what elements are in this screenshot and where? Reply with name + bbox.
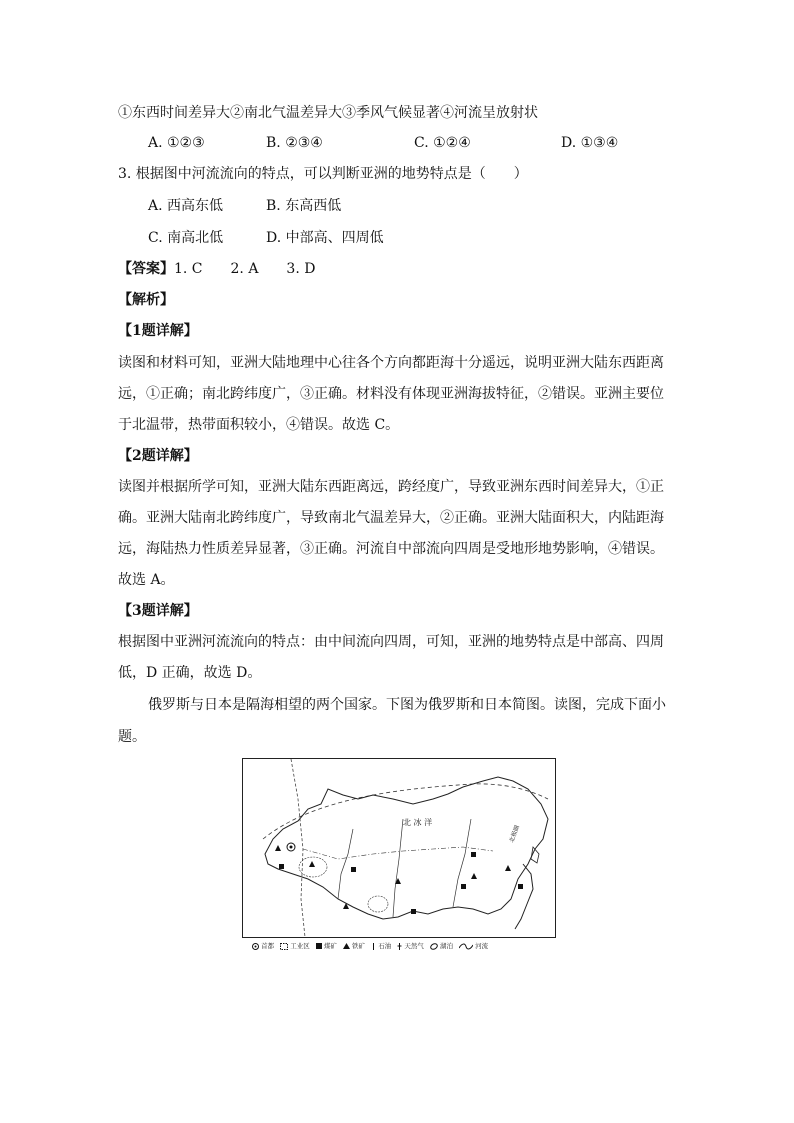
- russia-outline: [265, 777, 548, 919]
- map-svg: [243, 759, 555, 937]
- q3-option-b: B. 东高西低: [266, 198, 342, 214]
- map-legend: [252, 940, 552, 952]
- q3-option-d: D. 中部高、四周低: [266, 230, 384, 246]
- ocean-label: 北 冰 洋: [403, 818, 433, 827]
- river-icon: [459, 943, 473, 950]
- legend-coal: 煤矿: [316, 940, 337, 952]
- japan-outline: [515, 864, 533, 929]
- river-line: [338, 829, 353, 899]
- detail2-heading: 【2题详解】: [118, 448, 198, 464]
- arctic-circle-label: 北极圈: [508, 824, 522, 844]
- coal-symbol: [351, 867, 356, 872]
- intro-line: 俄罗斯与日本是隔海相望的两个国家。下图为俄罗斯和日本简图。读图，完成下面小: [148, 697, 666, 713]
- coal-symbol: [411, 909, 416, 914]
- iron-symbol: [275, 845, 281, 851]
- detail1-line: 读图和材料可知，亚洲大陆地理中心往各个方向都距海十分遥远，说明亚洲大陆东西距离: [118, 355, 664, 371]
- q3-option-c: C. 南高北低: [148, 230, 224, 246]
- lake-icon: [430, 943, 438, 950]
- detail2-line: 远，海陆热力性质差异显著，③正确。河流自中部流向四周是受地形地势影响，④错误。: [118, 541, 664, 557]
- q3-stem: 3. 根据图中河流流向的特点，可以判断亚洲的地势特点是（ ）: [118, 166, 528, 182]
- industrial-zone-icon: [280, 943, 288, 950]
- legend-capital: 首都: [252, 940, 274, 952]
- inner-boundary-line: [303, 847, 493, 859]
- legend-lake: 湖泊: [430, 940, 453, 952]
- capital-icon: [252, 943, 259, 950]
- coal-icon: [316, 943, 322, 949]
- legend-gas: 天然气: [397, 940, 424, 952]
- gas-icon: [397, 943, 402, 950]
- detail2-line: 确。亚洲大陆南北跨纬度广，导致南北气温差异大，②正确。亚洲大陆面积大，内陆距海: [118, 510, 664, 526]
- legend-iron: 铁矿: [343, 940, 365, 952]
- q2-option-c: C. ①②④: [414, 135, 471, 151]
- iron-icon: [343, 943, 350, 949]
- q2-option-b: B. ②③④: [266, 135, 323, 151]
- russia-japan-map: [242, 758, 556, 938]
- analysis-heading: 【解析】: [118, 292, 174, 308]
- capital-symbol: [290, 846, 293, 849]
- detail2-line: 读图并根据所学可知，亚洲大陆东西距离远，跨经度广，导致亚洲东西时间差异大，①正: [118, 479, 664, 495]
- coal-symbol: [518, 884, 523, 889]
- answer-label: 【答案】: [118, 261, 174, 277]
- detail2-line: 故选 A。: [118, 572, 175, 588]
- detail3-line: 根据图中亚洲河流流向的特点：由中间流向四周，可知，亚洲的地势特点是中部高、四周: [118, 634, 664, 650]
- iron-symbol: [505, 865, 511, 871]
- q2-option-a: A. ①②③: [148, 135, 205, 151]
- detail1-line: 于北温带，热带面积较小，④错误。故选 C。: [118, 417, 400, 433]
- oil-icon: [371, 943, 376, 950]
- legend-oil: 石油: [371, 940, 391, 952]
- river-line: [453, 819, 471, 907]
- coal-symbol: [279, 864, 284, 869]
- answer-line: [118, 259, 315, 279]
- industrial-zone: [368, 896, 388, 912]
- q3-option-a: A. 西高东低: [148, 198, 224, 214]
- coal-symbol: [461, 884, 466, 889]
- west-boundary-line: [291, 759, 305, 937]
- detail1-heading: 【1题详解】: [118, 323, 198, 339]
- q2-option-d: D. ①③④: [561, 135, 619, 151]
- legend-industrial: 工业区: [280, 940, 310, 952]
- detail3-heading: 【3题详解】: [118, 603, 198, 619]
- legend-river: 河流: [459, 940, 488, 952]
- q2-statements: ①东西时间差异大②南北气温差异大③季风气候显著④河流呈放射状: [118, 105, 538, 121]
- detail3-line: 低，D 正确，故选 D。: [118, 665, 262, 681]
- detail1-line: 远，①正确；南北跨纬度广，③正确。材料没有体现亚洲海拔特征，②错误。亚洲主要位: [118, 386, 664, 402]
- answer-values: 1. C 2. A 3. D: [174, 261, 316, 277]
- coal-symbol: [471, 852, 476, 857]
- river-line: [393, 819, 403, 917]
- iron-symbol: [471, 873, 477, 879]
- intro-line: 题。: [118, 729, 146, 745]
- iron-symbol: [309, 861, 315, 867]
